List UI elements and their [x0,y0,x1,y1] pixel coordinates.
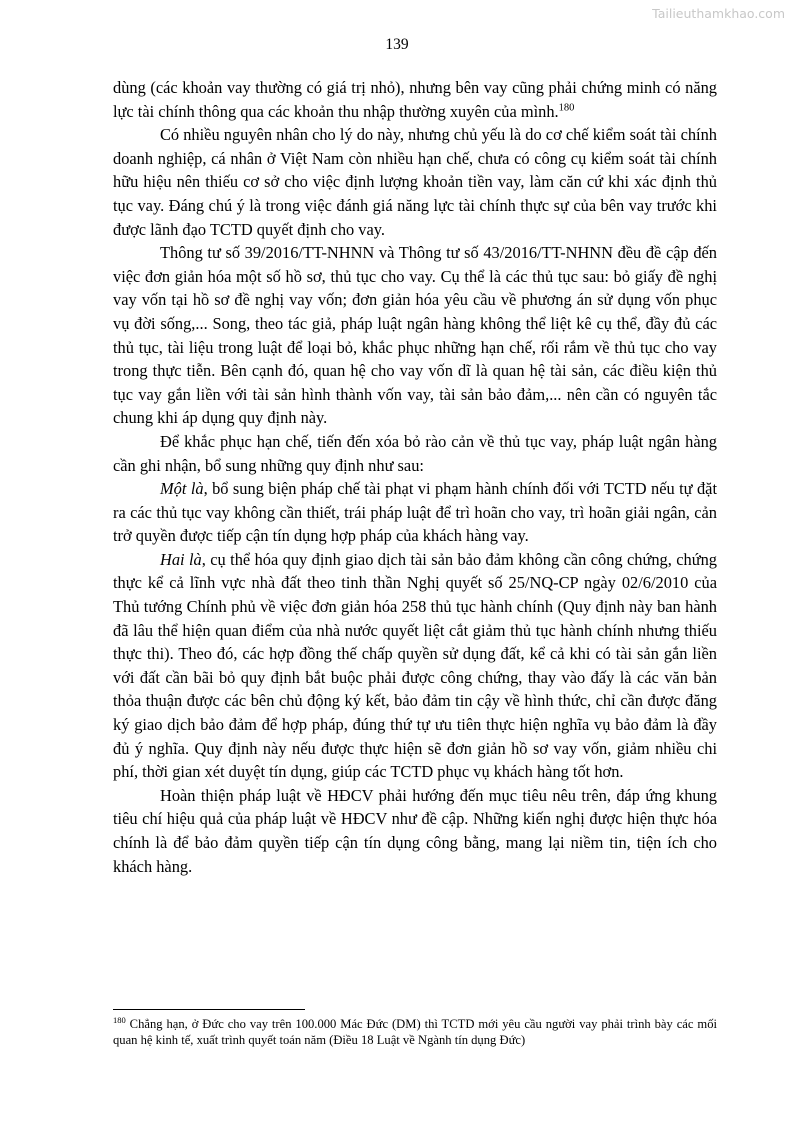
paragraph-text: , cụ thể hóa quy định giao dịch tài sản bảo đảm không cần công chứng, chứng thực kể cả lĩnh vực nhà đất theo tinh thần Nghị quyết số 25/NQ-CP ngày 02/6/2010 của Thủ tướng Chính phủ về việc đơn giản hóa 258 thủ tục hành chính (Quy định này ban hành đã lâu thể hiện quan điểm của nhà nước quyết liệt cắt giảm thủ tục hành chính nhưng thiếu thực thi). Theo đó, các hợp đồng thế chấp quyền sử dụng đất, kể cả khi có tài sản gắn liền với đất cần bãi bỏ quy định bắt buộc phải được công chứng, thay vào đấy là các văn bản thỏa thuận được các bên chủ động ký kết, bảo đảm tin cậy về hình thức, chỉ cần được đăng ký giao dịch bảo đảm để hợp pháp, đúng thứ tự ưu tiên thực hiện nghĩa vụ bảo đảm là đầy đủ ý nghĩa. Quy định này nếu được thực hiện sẽ đơn giản hồ sơ vay vốn, giảm nhiều chi phí, thời gian xét duyệt tín dụng, giúp các TCTD phục vụ khách hàng tốt hơn. [113,549,717,782]
body-text [113,76,717,878]
page-number: 139 [385,36,409,53]
paragraph [113,477,717,548]
list-lead: Hai là [160,549,202,569]
footnote-number: 180 [113,1014,126,1025]
list-lead: Một là [160,479,204,499]
paragraph: Có nhiều nguyên nhân cho lý do này, nhưng chủ yếu là do cơ chế kiểm soát tài chính doanh nghiệp, cá nhân ở Việt Nam còn nhiều hạn chế, chưa có công cụ kiểm soát tài chính hữu hiệu nên thiếu cơ sở cho việc định lượng khoản tiền vay, làm căn cứ khi xác định thủ tục vay. Đáng chú ý là trong việc đánh giá năng lực tài chính thực sự của bên vay trước khi được lãnh đạo TCTD quyết định cho vay. [113,125,717,239]
footnote [113,1016,717,1048]
paragraph: Hoàn thiện pháp luật về HĐCV phải hướng đến mục tiêu nêu trên, đáp ứng khung tiêu chí hiệu quả của pháp luật về HĐCV như đề cập. Những kiến nghị được hiện thực hóa chính là để bảo đảm quyền tiếp cận tín dụng công bằng, mang lại niềm tin, tiện ích cho khách hàng. [113,785,717,876]
footnote-separator [113,1009,305,1010]
watermark: Tailieuthamkhao.com [652,6,785,21]
paragraph: Thông tư số 39/2016/TT-NHNN và Thông tư số 43/2016/TT-NHNN đều đề cập đến việc đơn giản hóa một số hồ sơ, thủ tục cho vay. Cụ thể là các thủ tục sau: bỏ giấy đề nghị vay vốn tại hồ sơ đề nghị vay vốn; đơn giản hóa yêu cầu về phương án sử dụng vốn phục vụ đời sống,... Song, theo tác giả, pháp luật ngân hàng không thể liệt kê cụ thể, đầy đủ các thủ tục, tài liệu trong luật để loại bỏ, khắc phục những hạn chế, rối rắm về thủ tục cho vay trong thực tiễn. Bên cạnh đó, quan hệ cho vay vốn dĩ là quan hệ tài sản, các điều kiện thủ tục vay gắn liền với tài sản hình thành vốn vay, tài sản bảo đảm,... nên cần có nguyên tắc chung khi áp dụng quy định này. [113,243,717,428]
paragraph-text: dùng (các khoản vay thường có giá trị nhỏ), nhưng bên vay cũng phải chứng minh có năng lực tài chính thông qua các khoản thu nhập thường xuyên của mình. [113,78,717,121]
footnote-reference[interactable]: 180 [558,102,575,114]
paragraph [113,548,717,784]
paragraph: Để khắc phục hạn chế, tiến đến xóa bỏ rào cản về thủ tục vay, pháp luật ngân hàng cần ghi nhận, bổ sung những quy định như sau: [113,431,717,475]
paragraph-text: , bổ sung biện pháp chế tài phạt vi phạm hành chính đối với TCTD nếu tự đặt ra các thủ tục vay không cần thiết, trái pháp luật để trì hoãn cho vay, trì hoãn giải ngân, cản trở quyền được tiếp cận tín dụng hợp pháp của khách hàng vay. [113,479,718,546]
footnote-text: Chẳng hạn, ở Đức cho vay trên 100.000 Mác Đức (DM) thì TCTD mới yêu cầu người vay phải trình bày các mối quan hệ kinh tế, xuất trình quyết toán năm (Điều 18 Luật về Ngành tín dụng Đức) [113,1017,717,1047]
paragraph-continuation [113,76,717,123]
